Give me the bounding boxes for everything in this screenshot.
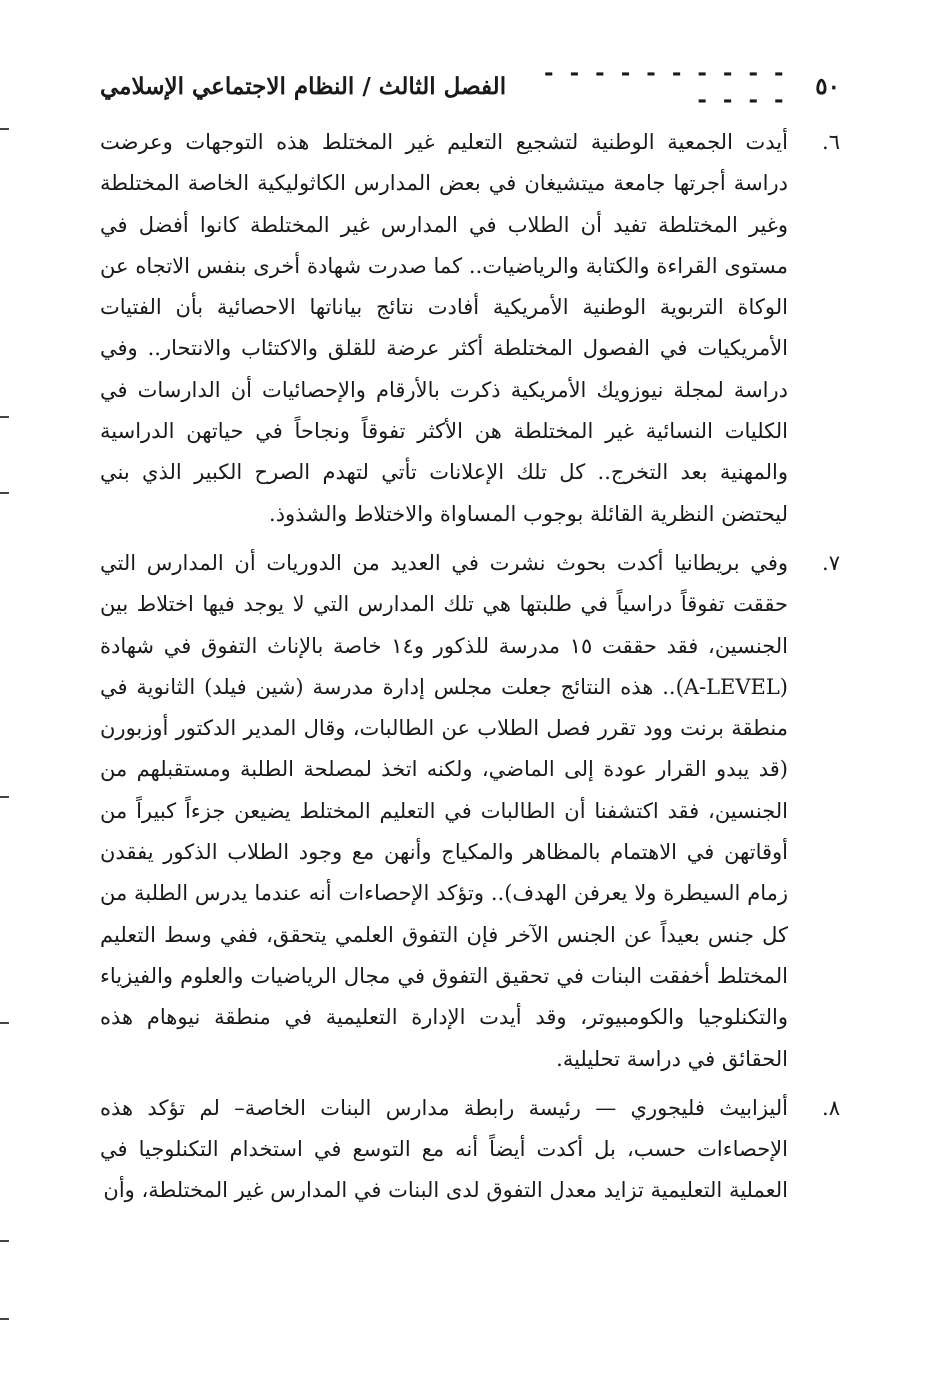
running-header (100, 59, 840, 113)
item-paragraph: أليزابيث فليجوري — رئيسة رابطة مدارس البنات الخاصة– لم تؤكد هذه الإحصاءات حسب، بل أكدت أيضاً أنه مع التوسع في استخدام التكنلوجيا في العملية التعليمية تزايد معدل التفوق لدى البنات في المدارس غير المختلطة، وأن (100, 1095, 788, 1203)
chapter-title: الفصل الثالث / النظام الاجتماعي الإسلامي (100, 72, 507, 100)
header-dashes: - - - - - - - - - - - - - - (544, 59, 788, 113)
scan-edge-mark (0, 796, 9, 798)
item-number: ٧. (822, 550, 840, 575)
item-paragraph: أيدت الجمعية الوطنية لتشجيع التعليم غير المختلط هذه التوجهات وعرضت دراسة أجرتها جامعة ميتشيغان في بعض المدارس الكاثوليكية الخاصة المختلطة وغير المختلطة تفيد أن الطلاب في المدارس غير المختلطة كانوا أفضل في مستوى القراءة والكتابة والرياضيات.. كما صدرت شهادة أخرى بنفس الاتجاه عن الوكاة التربوية الوطنية الأمريكية أفادت نتائج بياناتها الاحصائية بأن الفتيات الأمريكيات في الفصول المختلطة أكثر عرضة للقلق والاكتئاب والانتحار.. وفي دراسة لمجلة نيوزويك الأمريكية ذكرت بالأرقام والإحصائيات أن الدارسات في الكليات النسائية غير المختلطة هن الأكثر تفوقاً ونجاحاً في حياتهن الدراسية والمهنية بعد التخرج.. كل تلك الإعلانات تأتي لتهدم الصرح الكبير الذي بني ليحتضن النظرية القائلة بوجوب المساواة والاختلاط والشذوذ. (100, 130, 789, 526)
list-item (100, 543, 840, 1080)
scan-edge-mark (0, 416, 9, 418)
list-item (100, 122, 840, 535)
item-number: ٨. (822, 1095, 840, 1120)
scan-edge-mark (0, 492, 9, 494)
list-item (100, 1088, 840, 1212)
page-number: ٥٠ (815, 72, 840, 100)
scan-edge-mark (0, 1318, 9, 1320)
scan-edge-mark (0, 1022, 9, 1024)
item-paragraph: وفي بريطانيا أكدت بحوث نشرت في العديد من الدوريات أن المدارس التي حققت تفوقاً دراسياً في طلبتها هي تلك المدارس التي لا يوجد فيها اختلاط بين الجنسين، فقد حققت ١٥ مدرسة للذكور و١٤ خاصة بالإناث التفوق في شهادة (A-LEVEL).. هذه النتائج جعلت مجلس إدارة مدرسة (شين فيلد) الثانوية في منطقة برنت وود تقرر فصل الطلاب عن الطالبات، وقال المدير الدكتور أوزبورن (قد يبدو القرار عودة إلى الماضي، ولكنه اتخذ لمصلحة الطلبة ومستقبلهم من الجنسين، فقد اكتشفنا أن الطالبات في التعليم المختلط يضيعن جزءاً كبيراً من أوقاتهن في الاهتمام بالمظاهر والمكياج وأنهن مع وجود الطلاب الذكور يفقدن زمام السيطرة ولا يعرفن الهدف).. وتؤكد الإحصاءات أنه عندما يدرس الطلبة من كل جنس بعيداً عن الجنس الآخر فإن التفوق العلمي يتحقق، ففي وسط التعليم المختلط أخفقت البنات في تحقيق التفوق في مجال الرياضيات والعلوم والفيزياء والتكنلوجيا والكومبيوتر، وقد أيدت الإدارة التعليمية في منطقة نيوهام هذه الحقائق في دراسة تحليلية. (100, 550, 789, 1071)
body-text (100, 122, 840, 1220)
scan-edge-mark (0, 1240, 9, 1242)
item-number: ٦. (822, 130, 840, 154)
scan-edge-mark (0, 128, 9, 130)
